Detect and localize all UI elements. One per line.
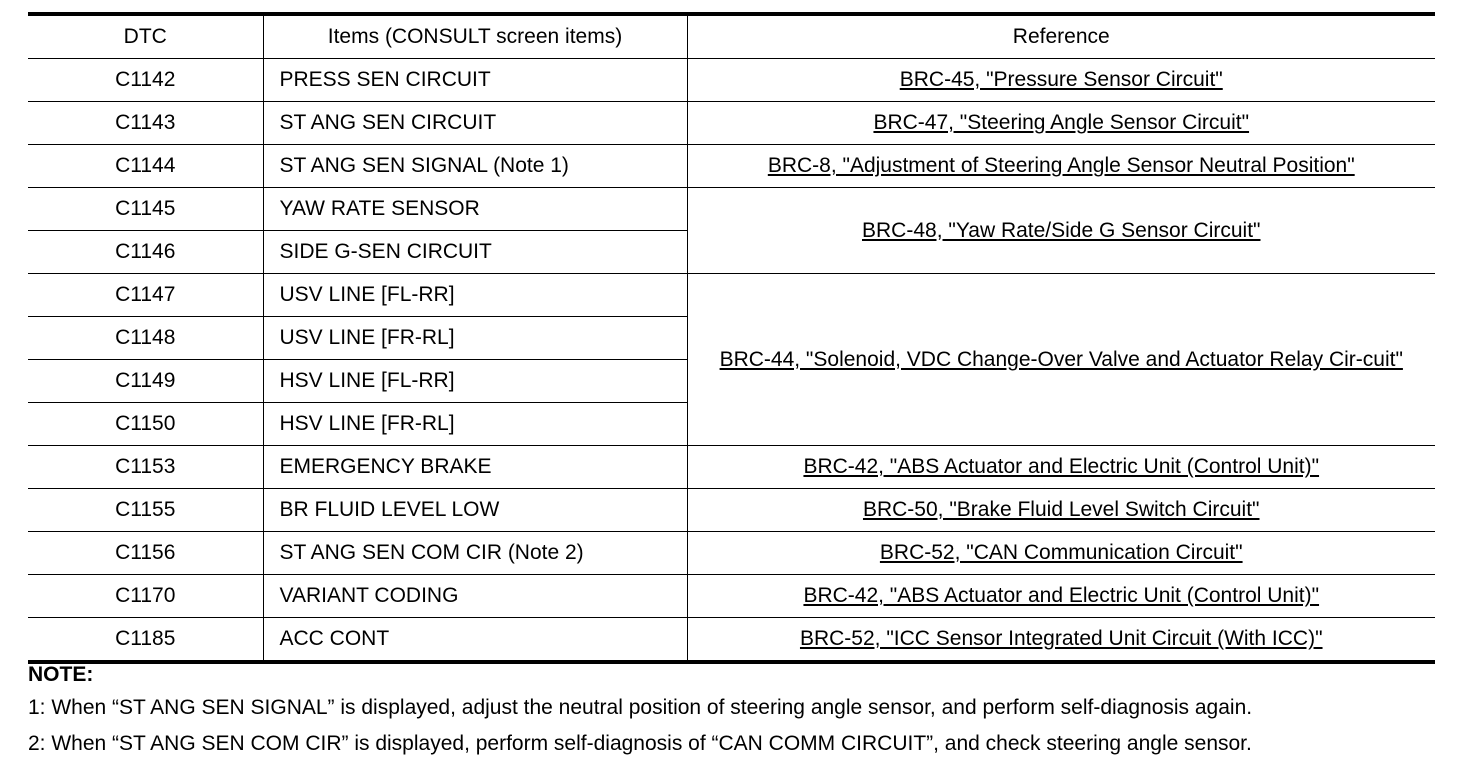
consult-item: EMERGENCY BRAKE <box>263 446 687 489</box>
dtc-code: C1155 <box>28 489 263 532</box>
table-row <box>28 145 1435 188</box>
reference-link[interactable]: BRC-52, "CAN Communication Circuit" <box>879 541 1243 564</box>
reference-cell <box>687 145 1435 188</box>
reference-cell <box>687 532 1435 575</box>
table-header-row <box>28 14 1435 59</box>
consult-item: ST ANG SEN COM CIR (Note 2) <box>263 532 687 575</box>
dtc-code: C1185 <box>28 618 263 663</box>
consult-item: PRESS SEN CIRCUIT <box>263 59 687 102</box>
table-row <box>28 274 1435 317</box>
reference-link[interactable]: BRC-44, "Solenoid, VDC Change-Over Valve and Actuator Relay Cir-cuit" <box>719 347 1403 371</box>
consult-item: YAW RATE SENSOR <box>263 188 687 231</box>
consult-item: SIDE G-SEN CIRCUIT <box>263 231 687 274</box>
reference-cell <box>687 59 1435 102</box>
table-row <box>28 59 1435 102</box>
reference-link[interactable]: BRC-45, "Pressure Sensor Circuit" <box>899 68 1223 91</box>
dtc-code: C1145 <box>28 188 263 231</box>
note-2: 2: When “ST ANG SEN COM CIR” is displayed, perform self-diagnosis of “CAN COMM CIRCUIT”, and check steering angle sensor. <box>28 732 1252 755</box>
dtc-code: C1147 <box>28 274 263 317</box>
consult-item: ST ANG SEN CIRCUIT <box>263 102 687 145</box>
table-row <box>28 102 1435 145</box>
header-items: Items (CONSULT screen items) <box>263 14 687 59</box>
consult-item: ACC CONT <box>263 618 687 663</box>
reference-cell <box>687 489 1435 532</box>
table-row <box>28 575 1435 618</box>
notes-title: NOTE: <box>28 663 94 686</box>
dtc-code: C1142 <box>28 59 263 102</box>
dtc-code: C1146 <box>28 231 263 274</box>
dtc-code: C1170 <box>28 575 263 618</box>
reference-cell <box>687 446 1435 489</box>
consult-item: USV LINE [FL-RR] <box>263 274 687 317</box>
reference-cell <box>687 575 1435 618</box>
reference-link[interactable]: BRC-48, "Yaw Rate/Side G Sensor Circuit" <box>862 218 1261 242</box>
reference-link[interactable]: BRC-47, "Steering Angle Sensor Circuit" <box>873 111 1250 134</box>
consult-item: BR FLUID LEVEL LOW <box>263 489 687 532</box>
table-row <box>28 446 1435 489</box>
consult-item: USV LINE [FR-RL] <box>263 317 687 360</box>
reference-link[interactable]: BRC-42, "ABS Actuator and Electric Unit (Control Unit)" <box>803 584 1320 607</box>
reference-cell <box>687 188 1435 274</box>
table-row <box>28 188 1435 231</box>
table-row <box>28 618 1435 663</box>
dtc-code: C1156 <box>28 532 263 575</box>
table-row <box>28 532 1435 575</box>
notes-section <box>28 660 1448 762</box>
reference-cell <box>687 102 1435 145</box>
reference-link[interactable]: BRC-8, "Adjustment of Steering Angle Sensor Neutral Position" <box>767 154 1355 177</box>
reference-link[interactable]: BRC-52, "ICC Sensor Integrated Unit Circuit (With ICC)" <box>799 627 1323 650</box>
dtc-code: C1144 <box>28 145 263 188</box>
dtc-code: C1150 <box>28 403 263 446</box>
dtc-code: C1148 <box>28 317 263 360</box>
dtc-code: C1149 <box>28 360 263 403</box>
dtc-reference-table <box>28 12 1435 664</box>
dtc-code: C1143 <box>28 102 263 145</box>
dtc-code: C1153 <box>28 446 263 489</box>
header-dtc: DTC <box>28 14 263 59</box>
consult-item: HSV LINE [FL-RR] <box>263 360 687 403</box>
note-1: 1: When “ST ANG SEN SIGNAL” is displayed, adjust the neutral position of steering angle sensor, and perform self-diagnosis again. <box>28 696 1253 719</box>
reference-cell <box>687 274 1435 446</box>
table-row <box>28 489 1435 532</box>
consult-item: HSV LINE [FR-RL] <box>263 403 687 446</box>
header-reference: Reference <box>687 14 1435 59</box>
consult-item: VARIANT CODING <box>263 575 687 618</box>
reference-link[interactable]: BRC-50, "Brake Fluid Level Switch Circuit" <box>862 498 1260 521</box>
reference-cell <box>687 618 1435 663</box>
reference-link[interactable]: BRC-42, "ABS Actuator and Electric Unit (Control Unit)" <box>803 455 1320 478</box>
consult-item: ST ANG SEN SIGNAL (Note 1) <box>263 145 687 188</box>
